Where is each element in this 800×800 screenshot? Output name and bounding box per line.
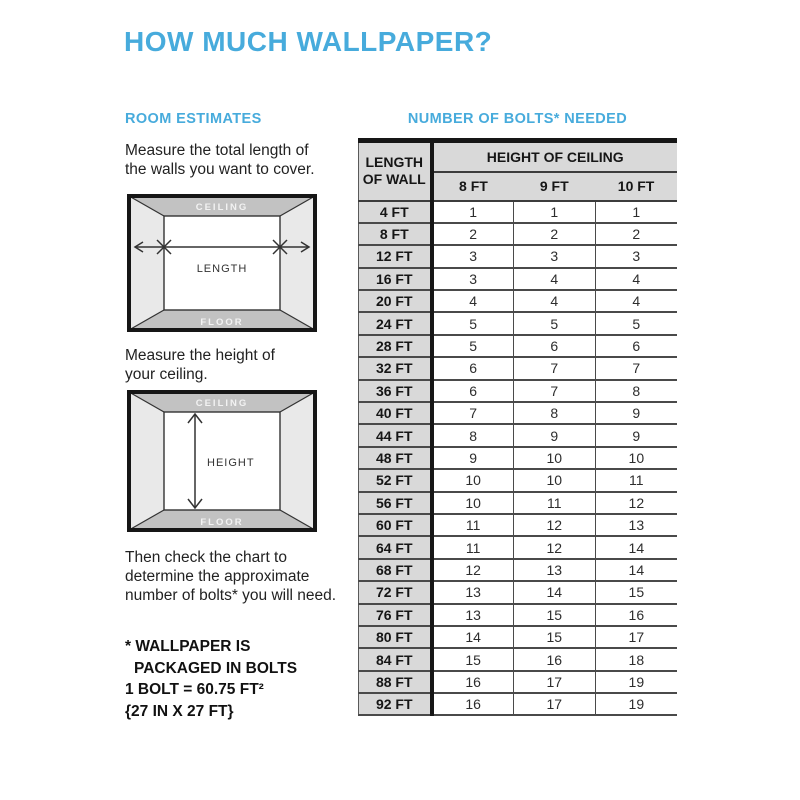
table-row [359,357,678,379]
bolt-count-cell: 5 [595,312,677,334]
wall-length-cell: 60 FT [359,514,432,536]
table-row [359,469,678,491]
bolt-count-cell: 9 [513,424,595,446]
bolt-count-cell: 7 [513,380,595,402]
bolt-count-cell: 16 [432,693,514,715]
bolt-count-cell: 5 [513,312,595,334]
bolt-count-cell: 11 [432,536,514,558]
bolt-count-cell: 13 [513,559,595,581]
bolt-count-cell: 7 [513,357,595,379]
length-of-wall-header [359,141,432,201]
wall-length-cell: 36 FT [359,380,432,402]
bolt-count-cell: 12 [595,492,677,514]
floor-label: FLOOR [200,317,244,328]
bolt-count-cell: 1 [432,201,514,223]
bolt-count-cell: 11 [595,469,677,491]
table-row [359,245,678,267]
table-header-row-1 [359,141,678,172]
step2-line2: your ceiling. [125,366,208,383]
bolt-count-cell: 7 [595,357,677,379]
wall-length-cell: 44 FT [359,424,432,446]
room-height-diagram [127,390,317,532]
bolt-count-cell: 17 [513,693,595,715]
wall-length-cell: 88 FT [359,671,432,693]
bolt-count-cell: 1 [513,201,595,223]
bolt-count-cell: 8 [595,380,677,402]
bolt-count-cell: 14 [595,559,677,581]
room-estimates-heading: ROOM ESTIMATES [125,111,262,127]
step2-line1: Measure the height of [125,347,275,364]
left-wall-surface [129,392,164,530]
bolt-count-cell: 8 [432,424,514,446]
bolt-count-cell: 2 [432,223,514,245]
wall-length-cell: 76 FT [359,604,432,626]
bolt-count-cell: 15 [595,581,677,603]
bolt-count-cell: 3 [432,245,514,267]
length-label: LENGTH [196,263,248,275]
bolt-count-cell: 6 [513,335,595,357]
step1-instruction [125,141,315,179]
bolt-count-cell: 16 [513,648,595,670]
footnote-line1: * WALLPAPER IS [125,638,251,655]
wallpaper-footnote [125,636,297,680]
wall-length-cell: 12 FT [359,245,432,267]
step2-instruction [125,346,275,384]
floor-label: FLOOR [200,517,244,528]
bolt-count-cell: 16 [595,604,677,626]
table-row [359,492,678,514]
bolt-count-cell: 10 [513,447,595,469]
wall-length-cell: 40 FT [359,402,432,424]
bolt-count-cell: 1 [595,201,677,223]
bolt-count-cell: 4 [513,290,595,312]
bolt-count-cell: 3 [595,245,677,267]
bolt-count-cell: 4 [432,290,514,312]
bolt-count-cell: 19 [595,671,677,693]
wall-length-cell: 68 FT [359,559,432,581]
page-title: HOW MUCH WALLPAPER? [124,26,493,57]
wall-length-cell: 28 FT [359,335,432,357]
bolt-count-cell: 10 [595,447,677,469]
bolt-count-cell: 6 [432,357,514,379]
bolt-count-cell: 4 [595,290,677,312]
step3-line2: determine the approximate [125,568,310,585]
table-row [359,626,678,648]
bolt-count-cell: 8 [513,402,595,424]
bolt-count-cell: 14 [513,581,595,603]
bolt-count-cell: 12 [513,514,595,536]
wall-length-cell: 4 FT [359,201,432,223]
table-row [359,268,678,290]
bolt-count-cell: 13 [432,604,514,626]
bolt-count-cell: 10 [432,469,514,491]
bolt-count-cell: 15 [513,626,595,648]
bolts-table-heading: NUMBER OF BOLTS* NEEDED [407,111,628,127]
bolt-count-cell: 13 [432,581,514,603]
table-row [359,312,678,334]
bolt-count-cell: 10 [513,469,595,491]
step3-line3: number of bolts* you will need. [125,587,337,604]
table-row [359,335,678,357]
wall-length-cell: 84 FT [359,648,432,670]
wall-length-cell: 16 FT [359,268,432,290]
ceiling-label: CEILING [195,202,249,213]
bolts-table-container [358,138,677,716]
col-header-9ft: 9 FT [513,172,595,201]
table-row [359,536,678,558]
table-row [359,671,678,693]
wall-length-cell: 80 FT [359,626,432,648]
wall-length-cell: 32 FT [359,357,432,379]
table-row [359,380,678,402]
wall-length-cell: 92 FT [359,693,432,715]
bolt-count-cell: 5 [432,312,514,334]
table-row [359,514,678,536]
wall-length-cell: 8 FT [359,223,432,245]
table-row [359,559,678,581]
table-row [359,581,678,603]
bolt-count-cell: 13 [595,514,677,536]
wall-length-cell: 72 FT [359,581,432,603]
bolt-count-cell: 2 [595,223,677,245]
bolt-count-cell: 9 [595,402,677,424]
col-header-10ft: 10 FT [595,172,677,201]
table-row [359,424,678,446]
wall-length-cell: 20 FT [359,290,432,312]
bolt-count-cell: 12 [432,559,514,581]
bolt-count-cell: 5 [432,335,514,357]
table-row [359,447,678,469]
bolt-count-cell: 7 [432,402,514,424]
bolt-count-cell: 3 [432,268,514,290]
length-of-wall-line2: OF WALL [362,171,426,188]
bolt-count-cell: 19 [595,693,677,715]
wall-length-cell: 48 FT [359,447,432,469]
table-row [359,223,678,245]
room-length-diagram [127,194,317,332]
bolt-count-cell: 14 [595,536,677,558]
step1-line1: Measure the total length of [125,142,309,159]
bolt-count-cell: 17 [595,626,677,648]
footnote-line2: PACKAGED IN BOLTS [134,660,298,677]
bolt-count-cell: 12 [513,536,595,558]
table-row [359,604,678,626]
bolts-table [358,138,677,716]
wall-length-cell: 24 FT [359,312,432,334]
bolt-count-cell: 17 [513,671,595,693]
step1-line2: the walls you want to cover. [125,161,315,178]
col-header-8ft: 8 FT [432,172,514,201]
bolt-count-cell: 9 [595,424,677,446]
bolt-count-cell: 10 [432,492,514,514]
length-of-wall-line1: LENGTH [365,154,424,171]
bolt-count-cell: 4 [595,268,677,290]
bolt-count-cell: 14 [432,626,514,648]
bolt-count-cell: 9 [432,447,514,469]
bolt-count-cell: 3 [513,245,595,267]
bolt-count-cell: 16 [432,671,514,693]
bolt-count-cell: 15 [432,648,514,670]
table-row [359,402,678,424]
bolt-count-cell: 6 [432,380,514,402]
table-row [359,290,678,312]
height-of-ceiling-header: HEIGHT OF CEILING [432,141,678,172]
step3-line1: Then check the chart to [125,549,287,566]
table-row [359,693,678,715]
right-wall-surface [280,392,315,530]
wall-length-cell: 64 FT [359,536,432,558]
bolt-count-cell: 2 [513,223,595,245]
bolt-count-cell: 11 [513,492,595,514]
bolt-size-line2: {27 IN X 27 FT} [125,703,234,720]
table-row [359,648,678,670]
table-row [359,201,678,223]
wall-length-cell: 52 FT [359,469,432,491]
left-wall-surface [129,196,164,330]
bolt-size-note [125,679,264,723]
bolt-size-line1: 1 BOLT = 60.75 FT² [125,681,264,698]
bolt-count-cell: 4 [513,268,595,290]
bolts-table-body [359,201,678,716]
bolt-count-cell: 18 [595,648,677,670]
bolt-count-cell: 11 [432,514,514,536]
height-label: HEIGHT [207,457,255,469]
bolt-count-cell: 6 [595,335,677,357]
ceiling-label: CEILING [195,398,249,409]
bolt-count-cell: 15 [513,604,595,626]
step3-instruction [125,548,336,605]
wall-length-cell: 56 FT [359,492,432,514]
right-wall-surface [280,196,315,330]
